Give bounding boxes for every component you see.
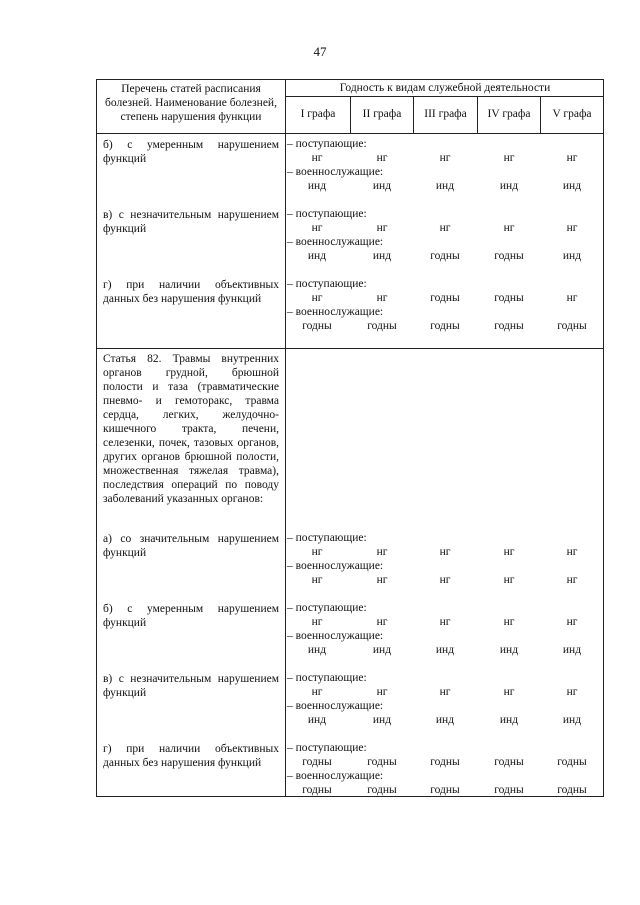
applicants-value: годны [430,292,460,304]
servicemen-value: инд [499,180,519,192]
section-divider [97,348,603,349]
applicants-value: нг [376,616,388,628]
applicants-value: нг [566,222,578,234]
servicemen-label: – военнослужащие: [287,560,384,572]
servicemen-value: инд [307,180,327,192]
applicants-value: нг [503,546,515,558]
servicemen-value: нг [376,574,388,586]
servicemen-value: годны [557,784,587,796]
applicants-value: нг [566,546,578,558]
servicemen-value: годны [430,784,460,796]
applicants-value: нг [439,616,451,628]
row-label: а) со значительным нарушением функций [103,533,279,559]
grafa-5-header: V графа [552,108,592,120]
servicemen-label: – военнослужащие: [287,306,384,318]
applicants-label: – поступающие: [287,602,367,614]
applicants-value: годны [302,756,332,768]
applicants-value: годны [430,756,460,768]
applicants-value: нг [376,152,388,164]
servicemen-value: инд [435,714,455,726]
applicants-value: нг [376,222,388,234]
applicants-value: нг [376,686,388,698]
servicemen-value: инд [435,180,455,192]
applicants-value: нг [439,152,451,164]
servicemen-value: нг [503,574,515,586]
applicants-value: нг [503,616,515,628]
applicants-value: годны [494,756,524,768]
servicemen-value: инд [307,714,327,726]
servicemen-label: – военнослужащие: [287,700,384,712]
header-subdivider [285,96,603,97]
applicants-value: нг [439,686,451,698]
grafa-1-header: I графа [300,108,336,120]
servicemen-label: – военнослужащие: [287,770,384,782]
servicemen-value: инд [562,714,582,726]
applicants-label: – поступающие: [287,672,367,684]
applicants-value: нг [566,152,578,164]
row-label: г) при наличии объективных данных без нарушения функций [103,279,279,305]
page-number: 47 [313,44,327,59]
servicemen-value: инд [372,250,392,262]
servicemen-label: – военнослужащие: [287,630,384,642]
applicants-value: нг [566,616,578,628]
applicants-value: годны [557,756,587,768]
applicants-value: нг [503,222,515,234]
applicants-label: – поступающие: [287,532,367,544]
servicemen-value: годны [430,320,460,332]
applicants-value: нг [376,292,388,304]
row-label: г) при наличии объективных данных без нарушения функций [103,743,279,769]
applicants-value: нг [311,686,323,698]
servicemen-value: годны [367,320,397,332]
applicants-value: нг [566,292,578,304]
servicemen-label: – военнослужащие: [287,166,384,178]
fitness-table [96,79,604,797]
servicemen-value: инд [499,714,519,726]
servicemen-value: инд [372,180,392,192]
applicants-value: годны [494,292,524,304]
grafa-4-header: IV графа [487,108,531,120]
row-label: в) с незначительным нарушением функций [103,673,279,699]
applicants-value: нг [311,546,323,558]
servicemen-value: инд [307,250,327,262]
servicemen-value: годны [430,250,460,262]
applicants-value: нг [566,686,578,698]
servicemen-value: инд [499,644,519,656]
servicemen-value: инд [372,644,392,656]
article-82-title: Статья 82. Травмы внутренних органов грудной, брюшной полости и таза (травматические пневмо- и гемоторакс, травма сердца, легких, желудочно-кишечного тракта, печени, селезенки, почек, тазовых органов, других органов брюшной полости, множественная тяжелая травма), последствия операций по поводу заболеваний указанных органов: [103,353,279,505]
applicants-value: нг [311,616,323,628]
servicemen-label: – военнослужащие: [287,236,384,248]
applicants-value: нг [376,546,388,558]
applicants-value: нг [439,546,451,558]
servicemen-value: инд [435,644,455,656]
servicemen-value: годны [302,784,332,796]
grafa-3-header: III графа [424,108,467,120]
header-bottom-line [97,133,603,134]
servicemen-value: годны [494,784,524,796]
applicants-value: нг [311,222,323,234]
servicemen-value: инд [562,644,582,656]
servicemen-value: инд [562,180,582,192]
applicants-value: нг [503,152,515,164]
servicemen-value: инд [307,644,327,656]
applicants-value: нг [311,292,323,304]
servicemen-value: инд [372,714,392,726]
header-left-cell: Перечень статей расписания болезней. Наименование болезней, степень нарушения функции [105,83,277,123]
grafa-2-header: II графа [362,108,402,120]
servicemen-value: годны [302,320,332,332]
servicemen-value: годны [494,320,524,332]
applicants-value: нг [439,222,451,234]
servicemen-value: годны [367,784,397,796]
applicants-value: нг [311,152,323,164]
servicemen-value: нг [566,574,578,586]
applicants-value: годны [367,756,397,768]
servicemen-value: нг [311,574,323,586]
servicemen-value: нг [439,574,451,586]
servicemen-value: годны [557,320,587,332]
row-label: в) с незначительным нарушением функций [103,209,279,235]
row-label: б) с умеренным нарушением функций [103,139,279,165]
servicemen-value: годны [494,250,524,262]
applicants-label: – поступающие: [287,278,367,290]
header-right-title: Годность к видам служебной деятельности [339,82,551,94]
row-label: б) с умеренным нарушением функций [103,603,279,629]
applicants-label: – поступающие: [287,208,367,220]
applicants-label: – поступающие: [287,742,367,754]
applicants-value: нг [503,686,515,698]
servicemen-value: инд [562,250,582,262]
applicants-label: – поступающие: [287,138,367,150]
